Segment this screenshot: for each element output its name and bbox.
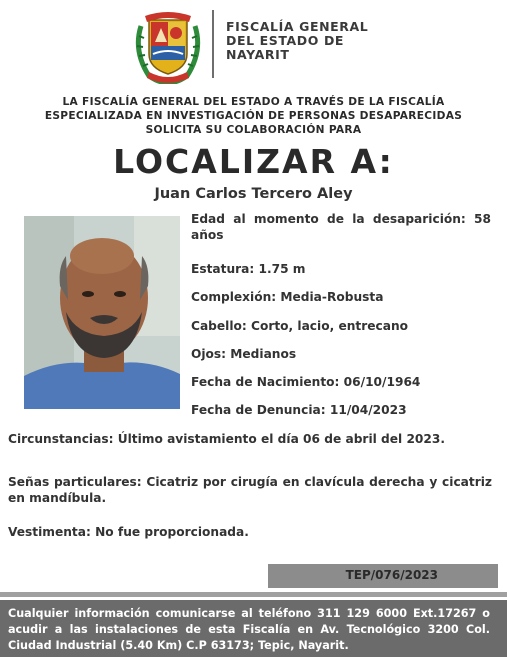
org-line-1: FISCALÍA GENERAL [226, 19, 369, 34]
distinguishing-marks: Señas particulares: Cicatriz por cirugía en clavícula derecha y cicatriz en mandíbula. [8, 475, 492, 505]
org-line-2: DEL ESTADO DE [226, 33, 345, 48]
intro-line-1: LA FISCALÍA GENERAL DEL ESTADO A TRAVÉS DE LA FISCALÍA [62, 96, 445, 108]
footer-contact-text: Cualquier información comunicarse al teléfono 311 129 6000 Ext.17267 o acudir a las instalaciones de esta Fiscalía en Av. Tecnológico 3200 Col. Ciudad Industrial (5.40 Km) C.P 63173; Tepic, Nayarit. [8, 607, 490, 652]
detail-build: Complexión: Media-Robusta [191, 290, 384, 304]
clothing: Vestimenta: No fue proporcionada. [8, 525, 249, 539]
detail-hair: Cabello: Corto, lacio, entrecano [191, 319, 408, 333]
intro-line-3: SOLICITA SU COLABORACIÓN PARA [145, 124, 362, 136]
organization-name [226, 20, 368, 62]
detail-height: Estatura: 1.75 m [191, 262, 306, 276]
case-code-box [268, 564, 498, 588]
detail-age: Edad al momento de la desaparición: 58 años [191, 212, 491, 242]
detail-report-date: Fecha de Denuncia: 11/04/2023 [191, 403, 407, 417]
header [0, 0, 507, 90]
person-photo [24, 216, 180, 409]
circumstances: Circunstancias: Último avistamiento el día 06 de abril del 2023. [8, 432, 446, 446]
person-photo-icon [24, 216, 180, 409]
detail-birth-date: Fecha de Nacimiento: 06/10/1964 [191, 375, 421, 389]
case-code: TEP/076/2023 [345, 568, 438, 582]
header-divider [212, 10, 214, 78]
state-seal-icon [131, 6, 205, 84]
org-line-3: NAYARIT [226, 47, 290, 62]
intro-text [20, 95, 487, 137]
headline: LOCALIZAR A: [113, 142, 394, 181]
footer-stripe [0, 592, 507, 597]
intro-line-2: ESPECIALIZADA EN INVESTIGACIÓN DE PERSONAS DESAPARECIDAS [44, 110, 463, 122]
detail-eyes: Ojos: Medianos [191, 347, 297, 361]
person-name: Juan Carlos Tercero Aley [154, 186, 353, 202]
